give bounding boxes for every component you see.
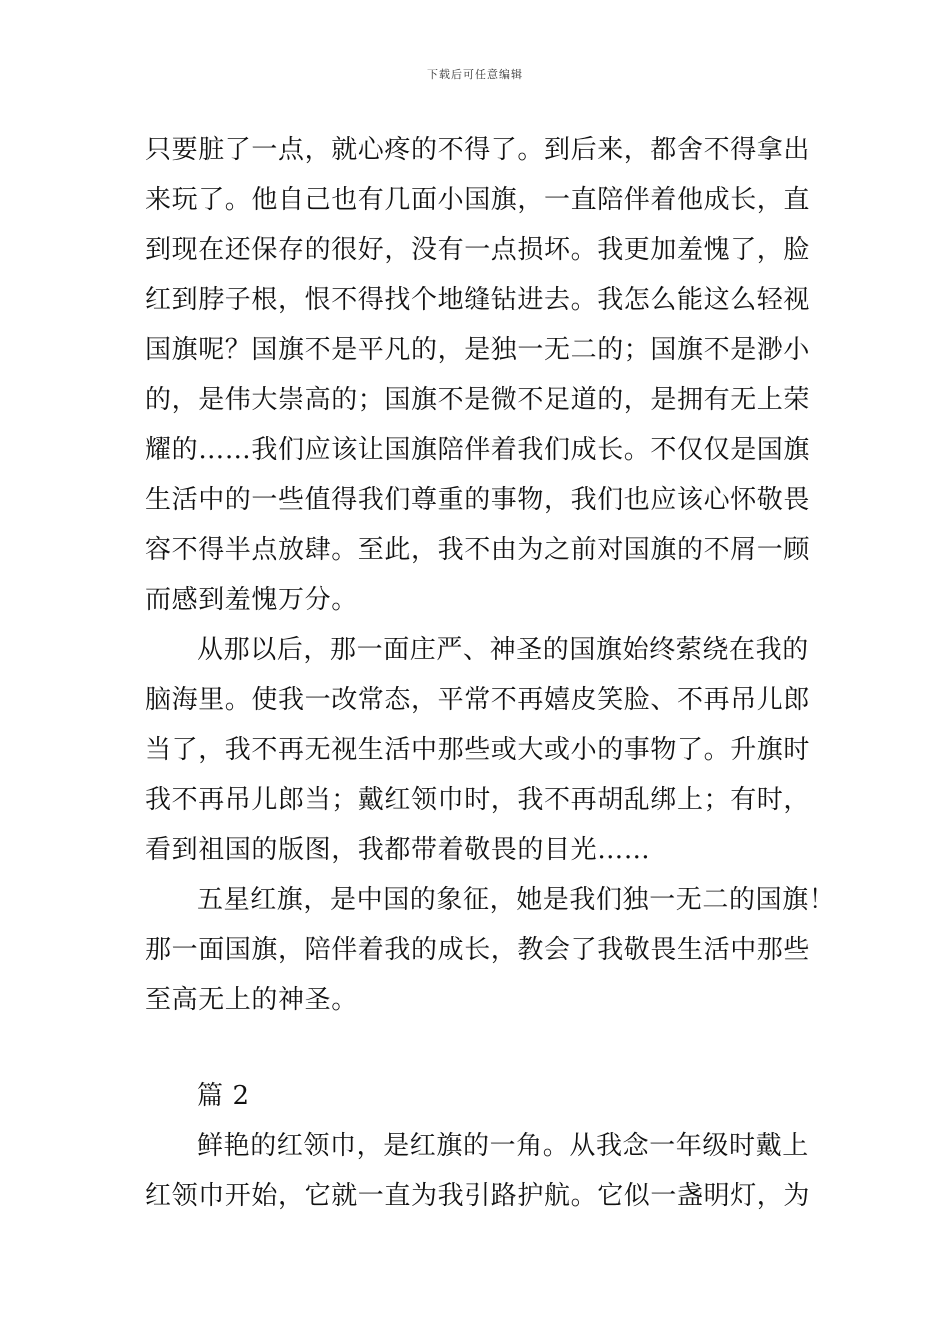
paragraph-first-line: 鲜艳的红领巾，是红旗的一角。从我念一年级时戴上 (197, 1131, 809, 1161)
text-line: 看到祖国的版图，我都带着敬畏的目光…… (145, 835, 651, 865)
text-line: 当了，我不再无视生活中那些或大或小的事物了。升旗时 (145, 735, 811, 765)
paragraph-first-line: 五星红旗，是中国的象征，她是我们独一无二的国旗！ (197, 885, 836, 915)
text-line: 生活中的一些值得我们尊重的事物，我们也应该心怀敬畏 (145, 485, 811, 515)
text-line: 的，是伟大崇高的；国旗不是微不足道的，是拥有无上荣 (145, 385, 811, 415)
text-line: 到现在还保存的很好，没有一点损坏。我更加羞愧了，脸 (145, 235, 811, 265)
paragraph-first-line: 从那以后，那一面庄严、神圣的国旗始终萦绕在我的 (197, 635, 809, 665)
text-line: 红领巾开始，它就一直为我引路护航。它似一盏明灯，为 (145, 1181, 811, 1211)
text-line: 国旗呢？国旗不是平凡的，是独一无二的；国旗不是渺小 (145, 335, 811, 365)
text-line: 容不得半点放肆。至此，我不由为之前对国旗的不屑一顾 (145, 535, 811, 565)
text-line: 至高无上的神圣。 (145, 985, 358, 1015)
text-line: 我不再吊儿郎当；戴红领巾时，我不再胡乱绑上；有时， (145, 785, 811, 815)
text-line: 只要脏了一点，就心疼的不得了。到后来，都舍不得拿出 (145, 135, 811, 165)
text-line: 耀的……我们应该让国旗陪伴着我们成长。不仅仅是国旗 (145, 435, 811, 465)
text-line: 红到脖子根，恨不得找个地缝钻进去。我怎么能这么轻视 (145, 285, 811, 315)
text-line: 脑海里。使我一改常态，平常不再嬉皮笑脸、不再吊儿郎 (145, 685, 811, 715)
text-line: 那一面国旗，陪伴着我的成长，教会了我敬畏生活中那些 (145, 935, 811, 965)
section-heading: 篇 2 (197, 1081, 250, 1111)
text-line: 而感到羞愧万分。 (145, 585, 358, 615)
text-line: 来玩了。他自己也有几面小国旗，一直陪伴着他成长，直 (145, 185, 811, 215)
page-header: 下载后可任意编辑 (427, 68, 523, 81)
